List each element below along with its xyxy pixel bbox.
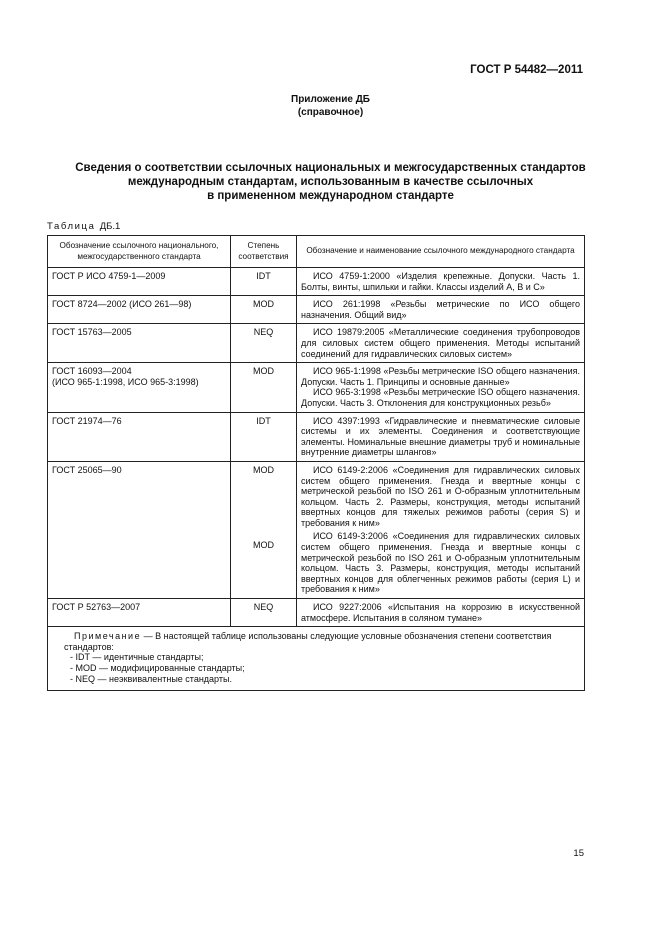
header-international-standard: Обозначение и наименование ссылочного международного стандарта: [297, 236, 585, 268]
degree-cell: NEQ: [231, 599, 297, 627]
standard-line-2: (ИСО 965-1:1998, ИСО 965-3:1998): [52, 376, 199, 387]
description-cell: [297, 599, 585, 627]
table-row: [48, 412, 585, 461]
degree-cell: IDT: [231, 412, 297, 461]
table-row: [48, 268, 585, 296]
standard-cell: ГОСТ Р ИСО 4759-1—2009: [48, 268, 231, 296]
description-entry: ИСО 6149-2:2006 «Соединения для гидравлических силовых систем общего применения. Гнезда и ввертные концы с метрической резьбой по ISO 261 и О-образным уплотнительным кольцом. Часть 2. Размеры, конструкция, методы испытаний ввертных концов для тяжелых режимов работы (серия S) и требования к ним»: [301, 464, 580, 528]
description-cell: [297, 363, 585, 412]
document-code: ГОСТ Р 54482—2011: [470, 64, 583, 76]
table-caption-label: Таблица: [47, 221, 96, 232]
note-item: - NEQ — неэквивалентные стандарты.: [70, 673, 232, 684]
note-item: - IDT — идентичные стандарты;: [70, 652, 204, 663]
table-row: [48, 599, 585, 627]
description-entry: ИСО 4397:1993 «Гидравлические и пневматические силовые системы и их элементы. Соединения и соответствующие элементы. Номинальные внешние диаметры труб и номинальные внутренние диаметры шлангов»: [301, 415, 580, 458]
table-row: [48, 324, 585, 363]
degree-value-1: MOD: [253, 464, 274, 475]
standard-cell: ГОСТ 21974—76: [48, 412, 231, 461]
table-caption: [47, 221, 120, 232]
description-entry: ИСО 19879:2005 «Металлические соединения трубопроводов для силовых систем общего применения. Методы испытаний соединений для гидравлических силовых систем»: [301, 327, 580, 359]
annex-block: [0, 93, 661, 119]
table-note-row: [48, 627, 585, 691]
description-entry: ИСО 9227:2006 «Испытания на коррозию в искусственной атмосфере. Испытания в соляном тумане»: [301, 602, 580, 623]
description-entry: ИСО 4759-1:2000 «Изделия крепежные. Допуски. Часть 1. Болты, винты, шпильки и гайки. Классы изделий А, В и С»: [301, 271, 580, 292]
page-number: 15: [573, 848, 584, 859]
description-entry: ИСО 261:1998 «Резьбы метрические по ИСО общего назначения. Общий вид»: [301, 299, 580, 320]
annex-kind: (справочное): [297, 107, 364, 118]
standard-cell: ГОСТ 15763—2005: [48, 324, 231, 363]
table-caption-number: ДБ.1: [99, 221, 121, 232]
standard-cell: ГОСТ Р 52763—2007: [48, 599, 231, 627]
table-row: [48, 296, 585, 324]
note-body: — В настоящей таблице использованы следующие условные обозначения степени соответствия стандартов:: [64, 631, 552, 652]
heading-line-1: Сведения о соответствии ссылочных национальных и межгосударственных стандартов: [75, 162, 586, 174]
degree-cell: MOD: [231, 296, 297, 324]
description-cell: [297, 412, 585, 461]
degree-cell: MOD: [231, 363, 297, 412]
header-degree: Степень соответствия: [231, 236, 297, 268]
annex-title: Приложение ДБ: [291, 94, 370, 105]
degree-value-2: MOD: [253, 539, 274, 550]
degree-cell: NEQ: [231, 324, 297, 363]
correspondence-table: [47, 235, 585, 691]
header-national-standard: Обозначение ссылочного национального, межгосударственного стандарта: [48, 236, 231, 268]
description-entry: ИСО 6149-3:2006 «Соединения для гидравлических силовых систем общего применения. Гнезда и ввертные концы с метрической резьбой по ISO 261 и О-образным уплотнительным кольцом. Часть 3. Размеры, конструкция, методы испытаний ввертных концов для облегченных режимов работы (серия L) и требования к ним»: [301, 531, 580, 595]
note-item: - MOD — модифицированные стандарты;: [70, 663, 245, 673]
section-heading: [40, 161, 621, 203]
heading-line-2: международным стандартам, использованным в качестве ссылочных: [127, 176, 534, 188]
table-row: [48, 363, 585, 412]
description-entry: ИСО 965-3:1998 «Резьбы метрические ISO общего назначения. Допуски. Часть 3. Отклонения для конструкционных резьб»: [301, 387, 580, 408]
description-cell: [297, 324, 585, 363]
note-text: [64, 631, 576, 652]
standard-cell: ГОСТ 25065—90: [48, 461, 231, 598]
standard-cell: ГОСТ 8724—2002 (ИСО 261—98): [48, 296, 231, 324]
table-note: [48, 627, 585, 691]
degree-cell: [231, 461, 297, 598]
standard-line-1: ГОСТ 16093—2004: [52, 366, 132, 377]
standard-cell: [48, 363, 231, 412]
description-cell: [297, 296, 585, 324]
table-header-row: [48, 236, 585, 268]
description-cell: [297, 268, 585, 296]
degree-cell: IDT: [231, 268, 297, 296]
note-label: Примечание: [74, 631, 142, 642]
heading-line-3: в примененном международном стандарте: [207, 190, 454, 202]
table-row: [48, 461, 585, 598]
description-cell: [297, 461, 585, 598]
description-entry: ИСО 965-1:1998 «Резьбы метрические ISO общего назначения. Допуски. Часть 1. Принципы и основные данные»: [301, 366, 580, 387]
